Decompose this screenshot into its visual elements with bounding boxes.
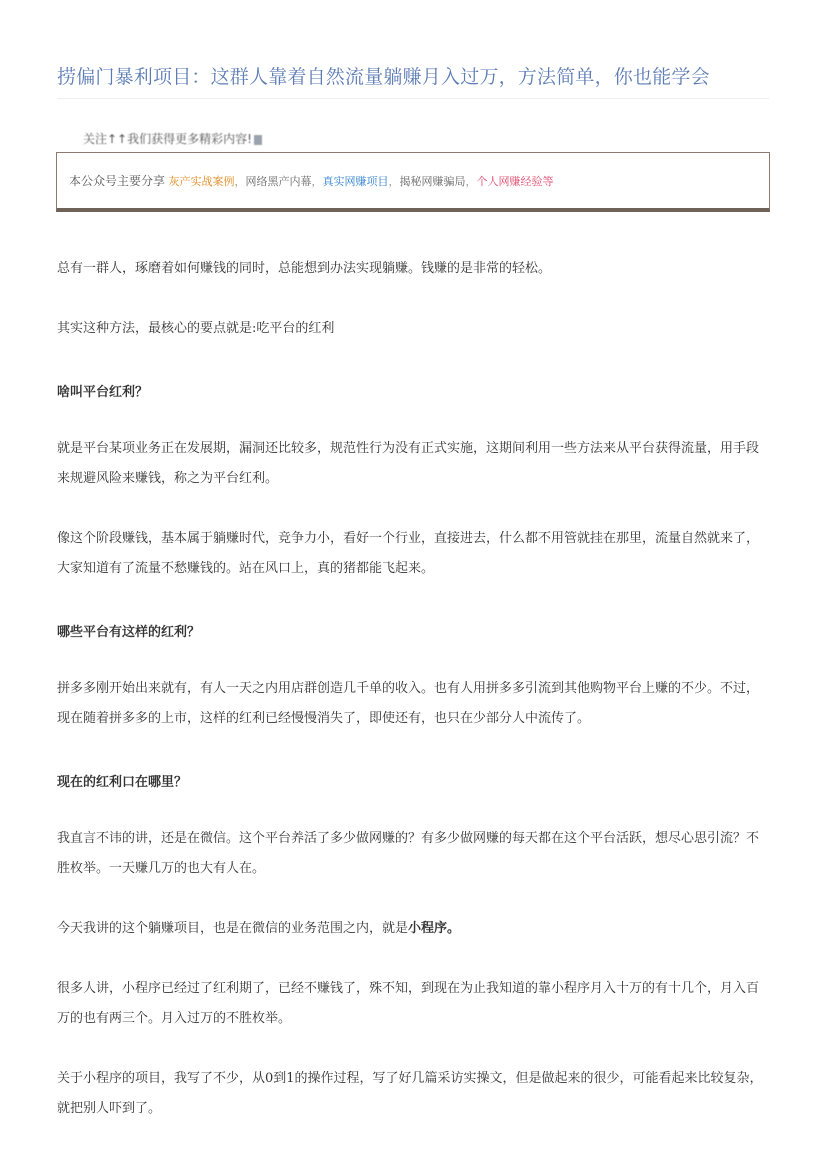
follow-banner[interactable] xyxy=(83,130,262,147)
title-divider xyxy=(57,98,769,99)
intro-tag-real-projects: 真实网赚项目 xyxy=(322,175,389,188)
paragraph-2: 其实这种方法，最核心的要点就是:吃平台的红利 xyxy=(57,321,335,336)
intro-line: 本公众号主要分享 灰产实战案例，网络黑产内幕，真实网赚项目，揭秘网赚骗局，个人网赚经验等 xyxy=(69,174,554,188)
intro-tag-black-market: 网络黑产内幕 xyxy=(245,175,312,188)
heading-which-platforms: 哪些平台有这样的红利？ xyxy=(57,625,201,640)
intro-box xyxy=(56,152,770,212)
paragraph-7-text: 今天我讲的这个躺赚项目，也是在微信的业务范围之内，就是 xyxy=(57,921,409,936)
paragraph-9: 关于小程序的项目，我写了不少，从0到1的操作过程，写了好几篇采访实操文，但是做起来的很少，可能看起来比较复杂，就把别人吓到了。 xyxy=(57,1071,763,1116)
paragraph-1: 总有一群人，琢磨着如何赚钱的同时，总能想到办法实现躺赚。钱赚的是非常的轻松。 xyxy=(57,261,552,276)
intro-lead: 本公众号主要分享 xyxy=(69,174,166,188)
heading-platform-bonus: 啥叫平台红利？ xyxy=(57,385,149,400)
paragraph-7 xyxy=(57,914,769,944)
heading-where-now: 现在的红利口在哪里？ xyxy=(57,775,188,790)
intro-tag-gray-cases: 灰产实战案例 xyxy=(168,175,235,188)
arrow-icon xyxy=(254,135,262,145)
intro-tag-scams: 揭秘网赚骗局 xyxy=(399,175,466,188)
follow-banner-text: 关注↑↑我们获得更多精彩内容! xyxy=(83,132,252,146)
intro-tag-experience: 个人网赚经验等 xyxy=(476,175,554,188)
paragraph-4: 像这个阶段赚钱，基本属于躺赚时代，竞争力小，看好一个行业，直接进去，什么都不用管就挂在那里，流量自然就来了，大家知道有了流量不愁赚钱的。站在风口上，真的猪都能飞起来。 xyxy=(57,531,760,576)
mini-program-emphasis: 小程序。 xyxy=(408,921,461,936)
paragraph-3: 就是平台某项业务正在发展期，漏洞还比较多，规范性行为没有正式实施，这期间利用一些方法来从平台获得流量，用手段来规避风险来赚钱，称之为平台红利。 xyxy=(57,441,760,486)
paragraph-5: 拼多多刚开始出来就有，有人一天之内用店群创造几千单的收入。也有人用拼多多引流到其他购物平台上赚的不少。不过，现在随着拼多多的上市，这样的红利已经慢慢消失了，即使还有，也只在少部分人中流传了。 xyxy=(57,681,760,726)
paragraph-6: 我直言不讳的讲，还是在微信。这个平台养活了多少做网赚的？有多少做网赚的每天都在这个平台活跃，想尽心思引流？不胜枚举。一天赚几万的也大有人在。 xyxy=(57,831,760,876)
article-title: 捞偏门暴利项目：这群人靠着自然流量躺赚月入过万，方法简单，你也能学会 xyxy=(57,66,710,88)
paragraph-8: 很多人讲，小程序已经过了红利期了，已经不赚钱了，殊不知，到现在为止我知道的靠小程序月入十万的有十几个，月入百万的也有两三个。月入过万的不胜枚举。 xyxy=(57,981,760,1026)
